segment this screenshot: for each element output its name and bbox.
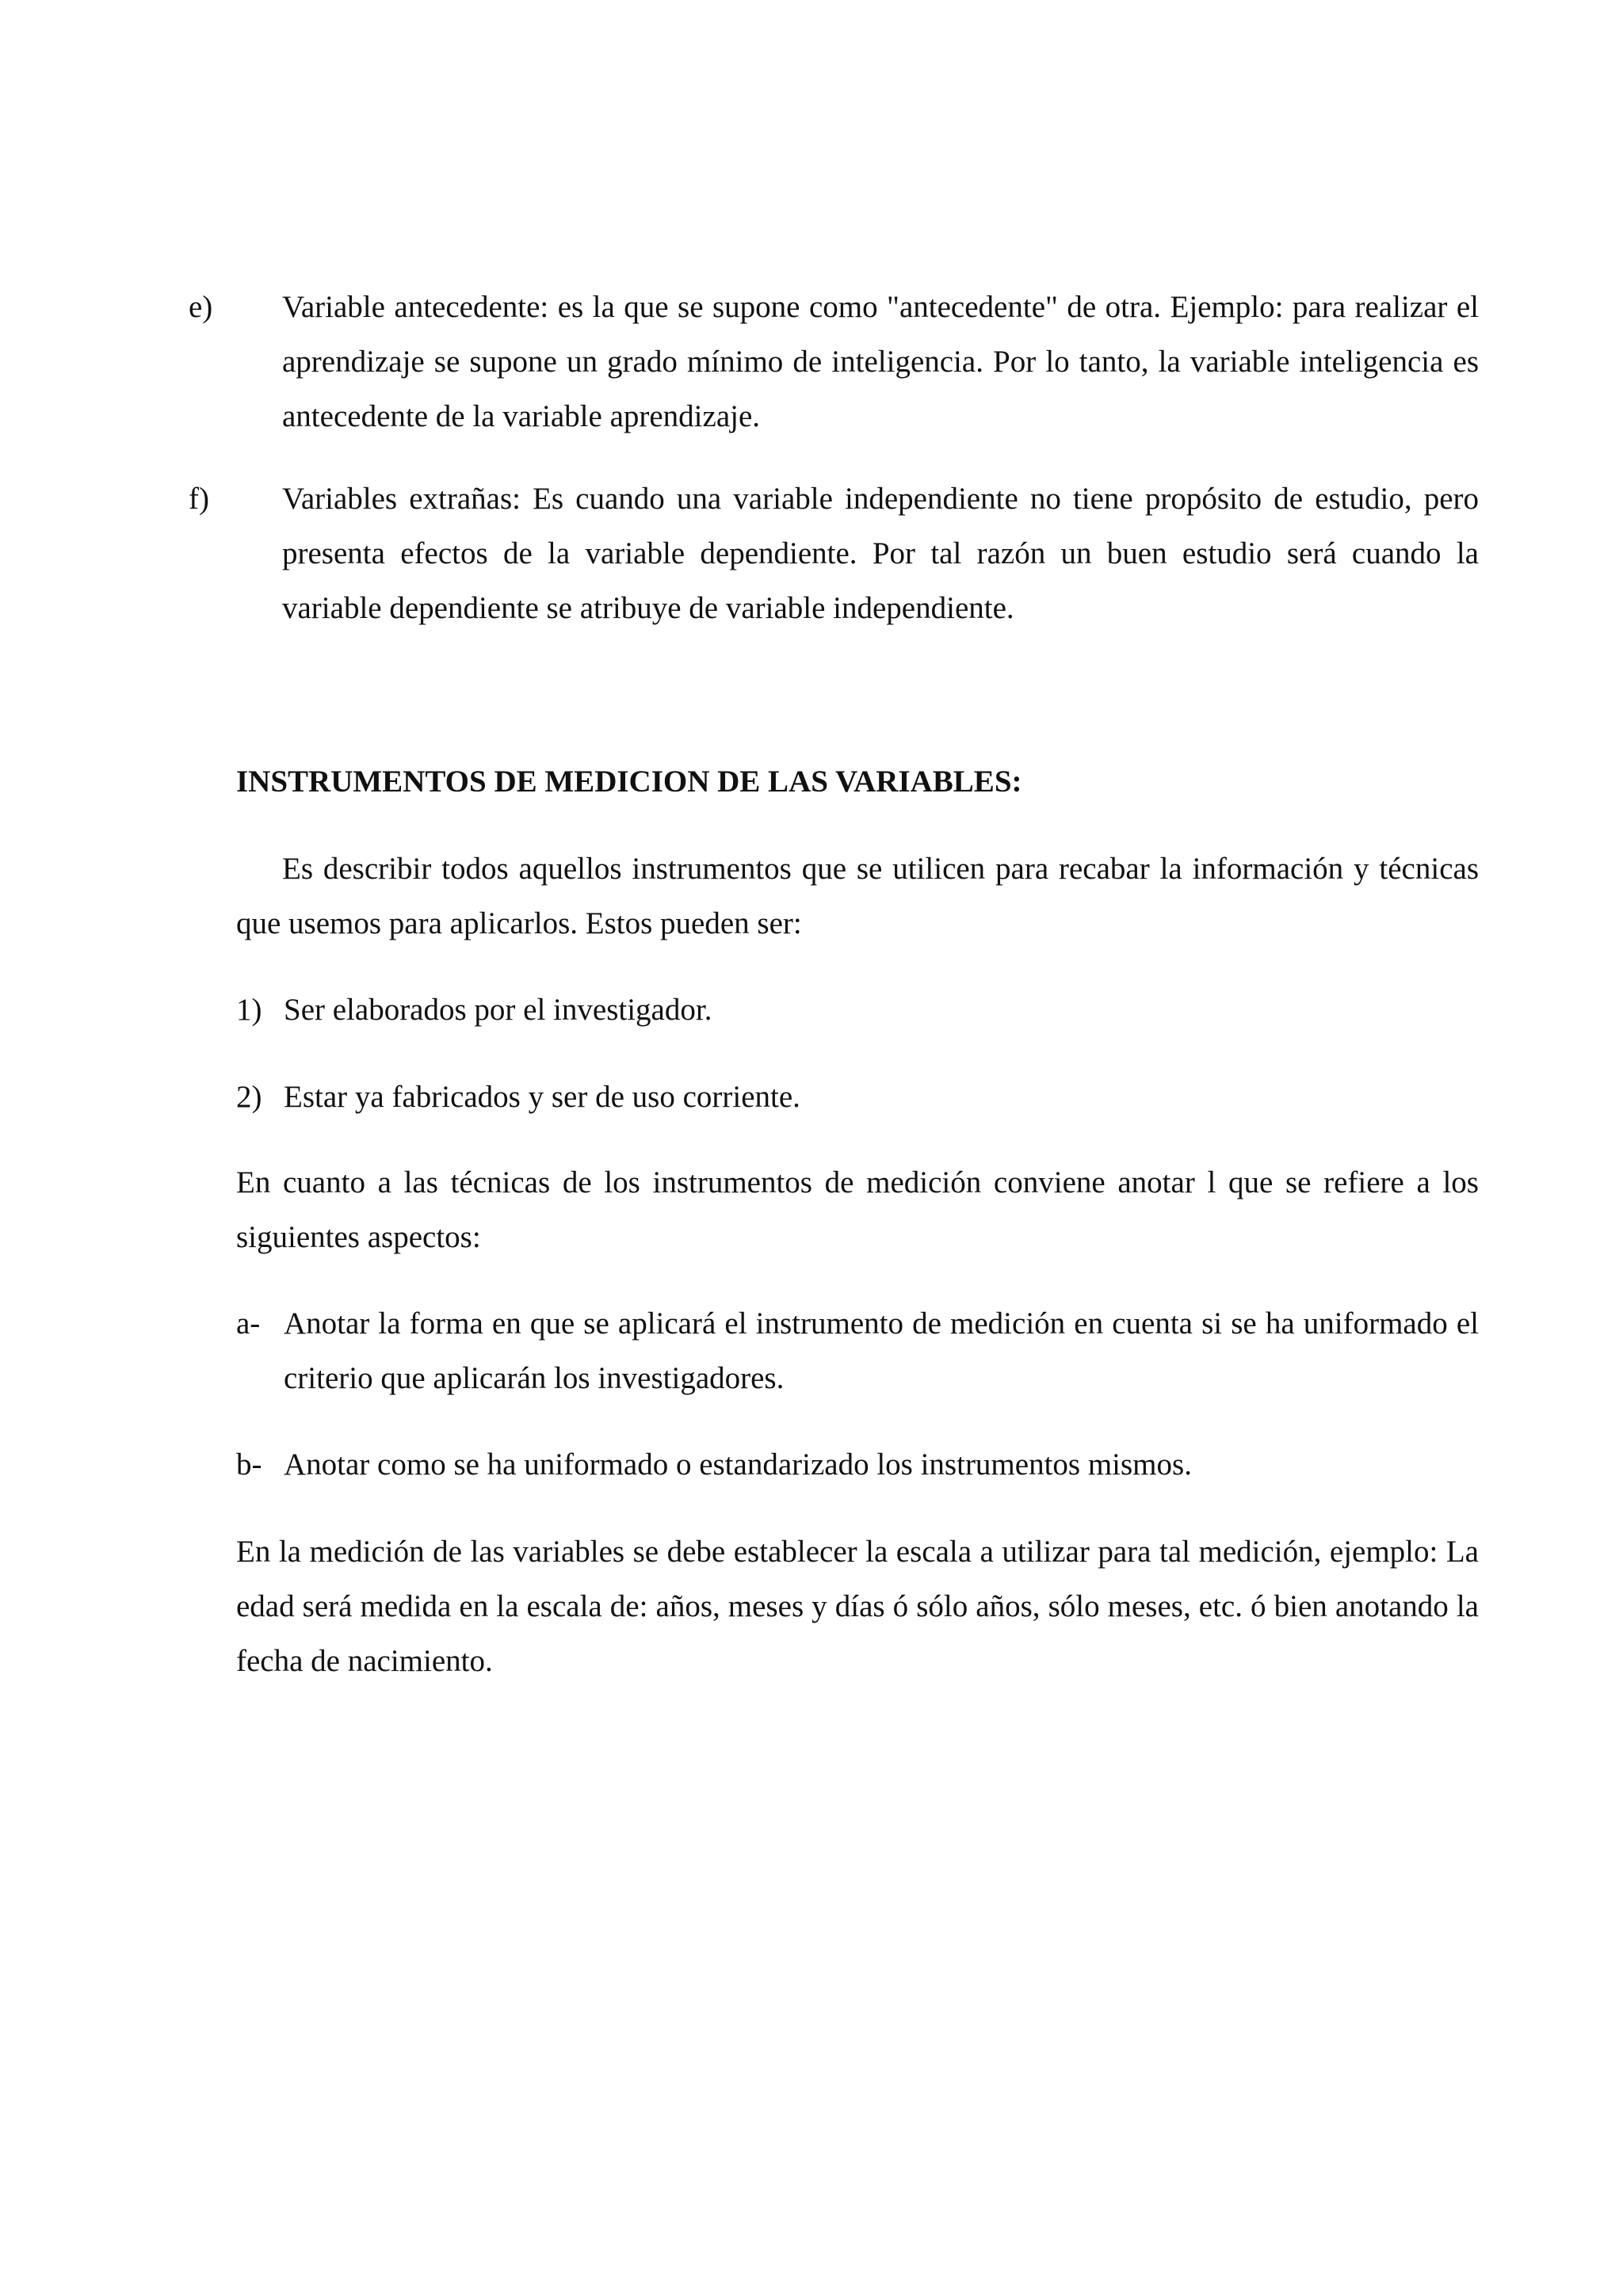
list-marker: e) (189, 290, 213, 324)
list-item-text: Variable antecedente: es la que se supone como "antecedente" de otra. Ejemplo: para realizar el aprendizaje se supone un grado mínimo de inteligencia. Por lo tanto, la variable inteligencia es antecedente de la variable aprendizaje. (282, 290, 1479, 433)
numbered-item-2 (236, 1070, 1479, 1124)
list-marker: b- (236, 1447, 262, 1482)
list-item-text: Anotar la forma en que se aplicará el instrumento de medición en cuenta si se ha uniformado el criterio que aplicarán los investigadores. (284, 1306, 1479, 1395)
list-item-text: Variables extrañas: Es cuando una variable independiente no tiene propósito de estudio, pero presenta efectos de la variable dependiente. Por tal razón un buen estudio será cuando la variable dependiente se atribuye de variable independiente. (282, 482, 1479, 625)
list-item-e (189, 280, 1479, 444)
section-heading: INSTRUMENTOS DE MEDICION DE LAS VARIABLES: (236, 765, 1022, 799)
list-item-text: Estar ya fabricados y ser de uso corriente. (284, 1080, 800, 1114)
list-item-f (189, 471, 1479, 635)
intro-paragraph: Es describir todos aquellos instrumentos que se utilicen para recabar la información y técnicas que usemos para aplicarlos. Estos pueden ser: (236, 852, 1479, 940)
numbered-item-1 (236, 982, 1479, 1037)
list-marker: a- (236, 1306, 261, 1341)
lettered-item-a (236, 1296, 1479, 1405)
list-item-text: Anotar como se ha uniformado o estandarizado los instrumentos mismos. (284, 1447, 1192, 1482)
lettered-item-b (236, 1437, 1479, 1492)
list-marker: 2) (236, 1080, 262, 1114)
list-marker: f) (189, 482, 209, 516)
techniques-paragraph: En cuanto a las técnicas de los instrumentos de medición conviene anotar l que se refiere a los siguientes aspectos: (236, 1165, 1479, 1254)
list-marker: 1) (236, 993, 262, 1027)
list-item-text: Ser elaborados por el investigador. (284, 993, 712, 1027)
closing-paragraph: En la medición de las variables se debe establecer la escala a utilizar para tal medición, ejemplo: La edad será medida en la escala de: años, meses y días ó sólo años, sólo meses, etc. ó bien anotando la fecha de nacimiento. (236, 1535, 1479, 1678)
